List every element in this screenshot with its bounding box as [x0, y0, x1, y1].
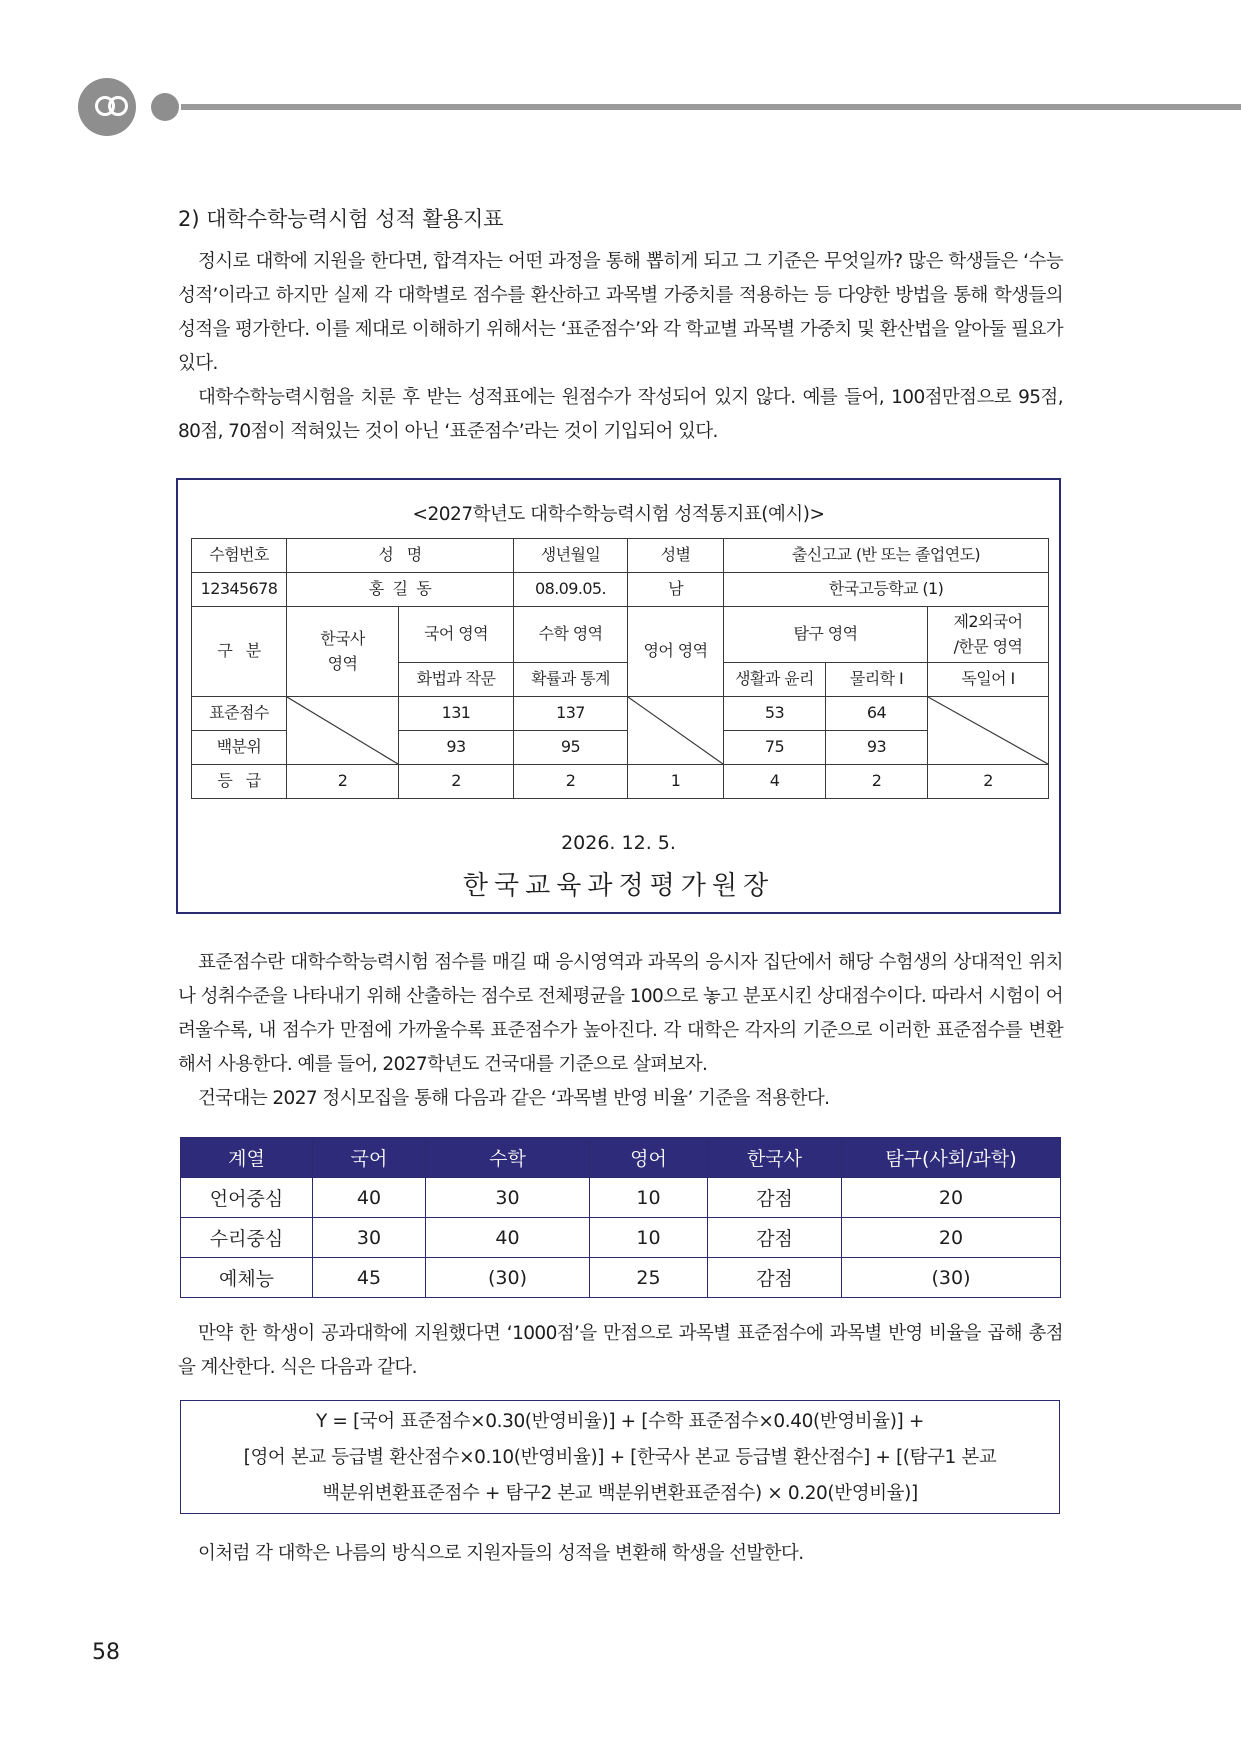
- table-cell: (30): [426, 1258, 590, 1298]
- score-report-box: [176, 478, 1061, 914]
- inquiry2-std-score: 64: [826, 697, 928, 731]
- score-report-table: [191, 538, 1049, 799]
- math-percentile: 95: [514, 731, 628, 765]
- diagonal-slash: [928, 697, 1048, 764]
- table-header-row: [181, 1138, 1061, 1178]
- subject-ratio-table: [180, 1137, 1061, 1298]
- second-language-grade: 2: [928, 765, 1049, 799]
- header-category: 구 분: [192, 607, 287, 697]
- table-cell: 10: [590, 1218, 708, 1258]
- report-issuer: 한국교육과정평가원장: [462, 871, 775, 901]
- table-cell: 언어중심: [181, 1178, 313, 1218]
- table-cell: 수리중심: [181, 1218, 313, 1258]
- column-header: 국어: [313, 1138, 426, 1178]
- table-cell: 40: [426, 1218, 590, 1258]
- inquiry1-std-score: 53: [724, 697, 826, 731]
- intro-text: [178, 245, 1063, 449]
- table-cell: 10: [590, 1178, 708, 1218]
- header-exam-number: 수험번호: [192, 539, 287, 573]
- report-date: 2026. 12. 5.: [561, 832, 676, 854]
- english-blank-cell: [628, 697, 724, 765]
- korean-history-blank-cell: [287, 697, 399, 765]
- table-cell: 감점: [708, 1218, 842, 1258]
- inquiry1-percentile: 75: [724, 731, 826, 765]
- table-row: [192, 697, 1049, 731]
- math-std-score: 137: [514, 697, 628, 731]
- header-second-language-subject: 독일어 Ⅰ: [928, 663, 1049, 697]
- school-value: 한국고등학교 (1): [724, 573, 1049, 607]
- formula-line: 백분위변환표준점수 + 탐구2 본교 백분위변환표준점수) × 0.20(반영비율)]: [322, 1483, 918, 1504]
- header-inquiry-subject-2: 물리학 Ⅰ: [826, 663, 928, 697]
- table-cell: 20: [842, 1218, 1061, 1258]
- closing-text: [178, 1537, 1063, 1571]
- middle-text: [178, 946, 1063, 1116]
- table-cell: 30: [313, 1218, 426, 1258]
- middle-paragraph-2: 건국대는 2027 정시모집을 통해 다음과 같은 ‘과목별 반영 비율’ 기준을 적용한다.: [198, 1088, 830, 1109]
- label-std-score: 표준점수: [192, 697, 287, 731]
- inquiry2-percentile: 93: [826, 731, 928, 765]
- table-row: [181, 1218, 1061, 1258]
- header-inquiry-subject-1: 생활과 윤리: [724, 663, 826, 697]
- table-cell: 감점: [708, 1178, 842, 1218]
- exam-number-value: 12345678: [192, 573, 287, 607]
- header-korean: 국어 영역: [399, 607, 514, 663]
- second-language-blank-cell: [928, 697, 1049, 765]
- table-cell: 예체능: [181, 1258, 313, 1298]
- header-gender: 성별: [628, 539, 724, 573]
- header-circle-small: [151, 93, 179, 121]
- header-korean-subject: 화법과 작문: [399, 663, 514, 697]
- header-math-subject: 확률과 통계: [514, 663, 628, 697]
- header-birth: 생년월일: [514, 539, 628, 573]
- header-inquiry: 탐구 영역: [724, 607, 928, 663]
- page-number: 58: [92, 1640, 120, 1665]
- formula-box: [180, 1400, 1060, 1514]
- table-cell: 40: [313, 1178, 426, 1218]
- table-row: [192, 765, 1049, 799]
- table-row: [192, 539, 1049, 573]
- math-grade: 2: [514, 765, 628, 799]
- gender-value: 남: [628, 573, 724, 607]
- korean-grade: 2: [399, 765, 514, 799]
- header-school: 출신고교 (반 또는 졸업연도): [724, 539, 1049, 573]
- diagonal-slash: [287, 697, 398, 764]
- intro-paragraph-1: 정시로 대학에 지원을 한다면, 합격자는 어떤 과정을 통해 뽑히게 되고 그 기준은 무엇일까? 많은 학생들은 ‘수능 성적’이라고 하지만 실제 각 대학별로 점수를 환산하고 과목별 가중치를 적용하는 등 다양한 방법을 통해 학생들의 성적을 평가한다. 이를 제대로 이해하기 위해서는 ‘표준점수’와 각 학교별 과목별 가중치 및 환산법을 알아둘 필요가 있다.: [178, 251, 1063, 374]
- middle-paragraph-1: 표준점수란 대학수학능력시험 점수를 매길 때 응시영역과 과목의 응시자 집단에서 해당 수험생의 상대적인 위치나 성취수준을 나타내기 위해 산출하는 점수로 전체평균을 100으로 놓고 분포시킨 상대점수이다. 따라서 시험이 어려울수록, 내 점수가 만점에 가까울수록 표준점수가 높아진다. 각 대학은 각자의 기준으로 이러한 표준점수를 변환해서 사용한다. 예를 들어, 2027학년도 건국대를 기준으로 살펴보자.: [178, 952, 1063, 1075]
- column-header: 수학: [426, 1138, 590, 1178]
- inquiry1-grade: 4: [724, 765, 826, 799]
- header-ring-icon-right: [108, 96, 128, 116]
- header-english: 영어 영역: [628, 607, 724, 697]
- calc-paragraph: 만약 한 학생이 공과대학에 지원했다면 ‘1000점’을 만점으로 과목별 표준점수에 과목별 반영 비율을 곱해 총점을 계산한다. 식은 다음과 같다.: [178, 1323, 1063, 1378]
- formula-line: [영어 본교 등급별 환산점수×0.10(반영비율)] + [한국사 본교 등급별 환산점수] + [(탐구1 본교: [243, 1447, 997, 1468]
- table-row: [181, 1258, 1061, 1298]
- column-header: 한국사: [708, 1138, 842, 1178]
- section-title: 2) 대학수학능력시험 성적 활용지표: [178, 207, 504, 231]
- table-row: [181, 1178, 1061, 1218]
- english-grade: 1: [628, 765, 724, 799]
- table-cell: 25: [590, 1258, 708, 1298]
- column-header: 영어: [590, 1138, 708, 1178]
- header-name: 성 명: [287, 539, 514, 573]
- label-percentile: 백분위: [192, 731, 287, 765]
- korean-history-grade: 2: [287, 765, 399, 799]
- korean-percentile: 93: [399, 731, 514, 765]
- closing-paragraph: 이처럼 각 대학은 나름의 방식으로 지원자들의 성적을 변환해 학생을 선발한다.: [198, 1543, 804, 1564]
- column-header: 탐구(사회/과학): [842, 1138, 1061, 1178]
- formula-line: Y = [국어 표준점수×0.30(반영비율)] + [수학 표준점수×0.40(반영비율)] +: [316, 1411, 924, 1432]
- table-row: [192, 607, 1049, 663]
- table-cell: (30): [842, 1258, 1061, 1298]
- report-title: <2027학년도 대학수학능력시험 성적통지표(예시)>: [412, 504, 825, 525]
- table-cell: 45: [313, 1258, 426, 1298]
- header-korean-history: 한국사 영역: [287, 607, 399, 697]
- table-cell: 감점: [708, 1258, 842, 1298]
- name-value: 홍 길 동: [287, 573, 514, 607]
- intro-paragraph-2: 대학수학능력시험을 치룬 후 받는 성적표에는 원점수가 작성되어 있지 않다. 예를 들어, 100점만점으로 95점, 80점, 70점이 적혀있는 것이 아닌 ‘표준점수’라는 것이 기입되어 있다.: [178, 387, 1063, 442]
- table-cell: 20: [842, 1178, 1061, 1218]
- birth-value: 08.09.05.: [514, 573, 628, 607]
- label-grade: 등 급: [192, 765, 287, 799]
- table-row: [192, 573, 1049, 607]
- table-cell: 30: [426, 1178, 590, 1218]
- header-math: 수학 영역: [514, 607, 628, 663]
- korean-std-score: 131: [399, 697, 514, 731]
- header-rule: [181, 104, 1241, 110]
- column-header: 계열: [181, 1138, 313, 1178]
- calc-text: [178, 1317, 1063, 1385]
- inquiry2-grade: 2: [826, 765, 928, 799]
- diagonal-slash: [628, 697, 723, 764]
- header-second-language: 제2외국어 /한문 영역: [928, 607, 1049, 663]
